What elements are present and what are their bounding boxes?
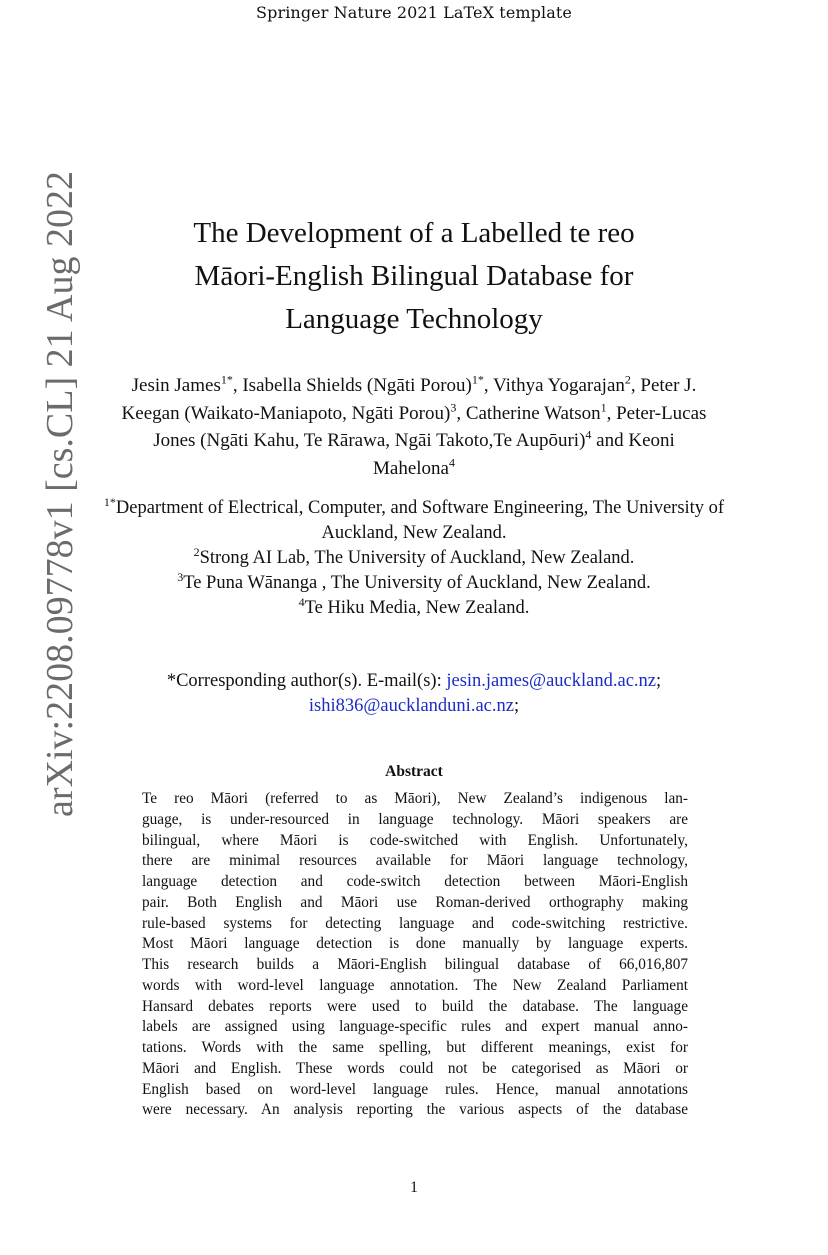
title-line: Language Technology: [285, 303, 543, 335]
affiliation-mark: 4: [298, 594, 305, 609]
author-name: , Peter-Lucas Jones (Ngāti Kahu, Te Rārawa, Ngāi Takoto,Te Aupōuri): [153, 402, 707, 451]
affiliation-list: [100, 496, 728, 621]
arxiv-identifier: arXiv:2208.09778v1 [cs.CL] 21 Aug 2022: [39, 171, 81, 817]
email-separator: ;: [656, 671, 662, 691]
author-name: , Catherine Watson: [456, 402, 601, 424]
affiliation-mark: 1*: [103, 494, 116, 509]
abstract-line: were necessary. An analysis reporting the various aspects of the database: [142, 1101, 688, 1119]
affiliation-item: [100, 546, 728, 571]
author-name: Jesin James: [131, 375, 221, 396]
abstract-line: rule-based systems for detecting language and code-switching restrictive.: [142, 914, 688, 932]
abstract-line: This research builds a Māori-English bilingual database of 66,016,807: [142, 956, 688, 973]
correspondence-prefix: *Corresponding author(s). E-mail(s):: [166, 671, 447, 691]
author-name: , Isabella Shields (Ngāti Porou): [232, 375, 472, 396]
abstract-line: Most Māori language detection is done manually by language experts.: [142, 935, 688, 953]
affiliation-item: [100, 571, 728, 596]
affiliation-text: Te Puna Wānanga , The University of Auckland, New Zealand.: [183, 573, 651, 593]
running-header: Springer Nature 2021 LaTeX template: [256, 3, 572, 22]
title-line: The Development of a Labelled te reo: [193, 217, 635, 249]
affiliation-item: [100, 496, 728, 546]
author-affiliation-mark: 1: [600, 400, 607, 415]
abstract-line: pair. Both English and Māori use Roman-derived orthography making: [142, 893, 688, 911]
author-affiliation-mark: 1*: [220, 372, 233, 387]
author-name: and Keoni Mahelona: [373, 430, 675, 479]
abstract-line: there are minimal resources available for Māori language technology,: [142, 852, 688, 870]
author-name: , Vithya Yogarajan: [483, 375, 625, 396]
author-name: , Peter J. Keegan (Waikato-Maniapoto, Ngāti Porou): [121, 375, 697, 424]
abstract-line: tations. Words with the same spelling, but different meanings, exist for: [142, 1039, 688, 1056]
author-affiliation-mark: 4: [585, 427, 592, 442]
paper-title: [100, 212, 728, 341]
correspondence-note: [100, 669, 728, 719]
page-number: 1: [410, 1179, 418, 1196]
title-line: Māori-English Bilingual Database for: [194, 260, 634, 292]
affiliation-text: Te Hiku Media, New Zealand.: [304, 598, 530, 618]
affiliation-text: Strong AI Lab, The University of Auckland, New Zealand.: [199, 548, 635, 568]
abstract-line: Te reo Māori (referred to as Māori), New Zealand’s indigenous lan-: [142, 790, 688, 807]
author-affiliation-mark: 4: [448, 455, 455, 470]
abstract-body: [142, 789, 688, 1121]
affiliation-text: Department of Electrical, Computer, and Software Engineering, The University of Auckland, New Zealand.: [115, 498, 725, 543]
abstract-line: guage, is under-resourced in language technology. Māori speakers are: [142, 810, 688, 828]
abstract-line: bilingual, where Māori is code-switched with English. Unfortunately,: [142, 831, 688, 849]
author-affiliation-mark: 3: [450, 400, 457, 415]
affiliation-mark: 2: [193, 544, 200, 559]
author-list: [110, 372, 718, 482]
abstract-line: Māori and English. These words could not be categorised as Māori or: [142, 1059, 688, 1077]
abstract-line: Hansard debates reports were used to build the database. The language: [142, 997, 688, 1015]
abstract-line: language detection and code-switch detection between Māori-English: [142, 873, 688, 890]
author-affiliation-mark: 1*: [471, 372, 484, 387]
abstract-line: words with word-level language annotation. The New Zealand Parliament: [142, 976, 688, 994]
email-link-1[interactable]: jesin.james@auckland.ac.nz: [446, 671, 657, 691]
email-separator: ;: [513, 696, 520, 716]
affiliation-item: [100, 596, 728, 621]
author-affiliation-mark: 2: [624, 372, 631, 387]
abstract-heading: Abstract: [385, 763, 443, 780]
abstract-line: labels are assigned using language-specific rules and expert manual anno-: [142, 1018, 688, 1036]
email-link-2[interactable]: ishi836@aucklanduni.ac.nz: [308, 696, 514, 716]
abstract-line: English based on word-level language rules. Hence, manual annotations: [142, 1080, 688, 1098]
affiliation-mark: 3: [177, 569, 184, 584]
